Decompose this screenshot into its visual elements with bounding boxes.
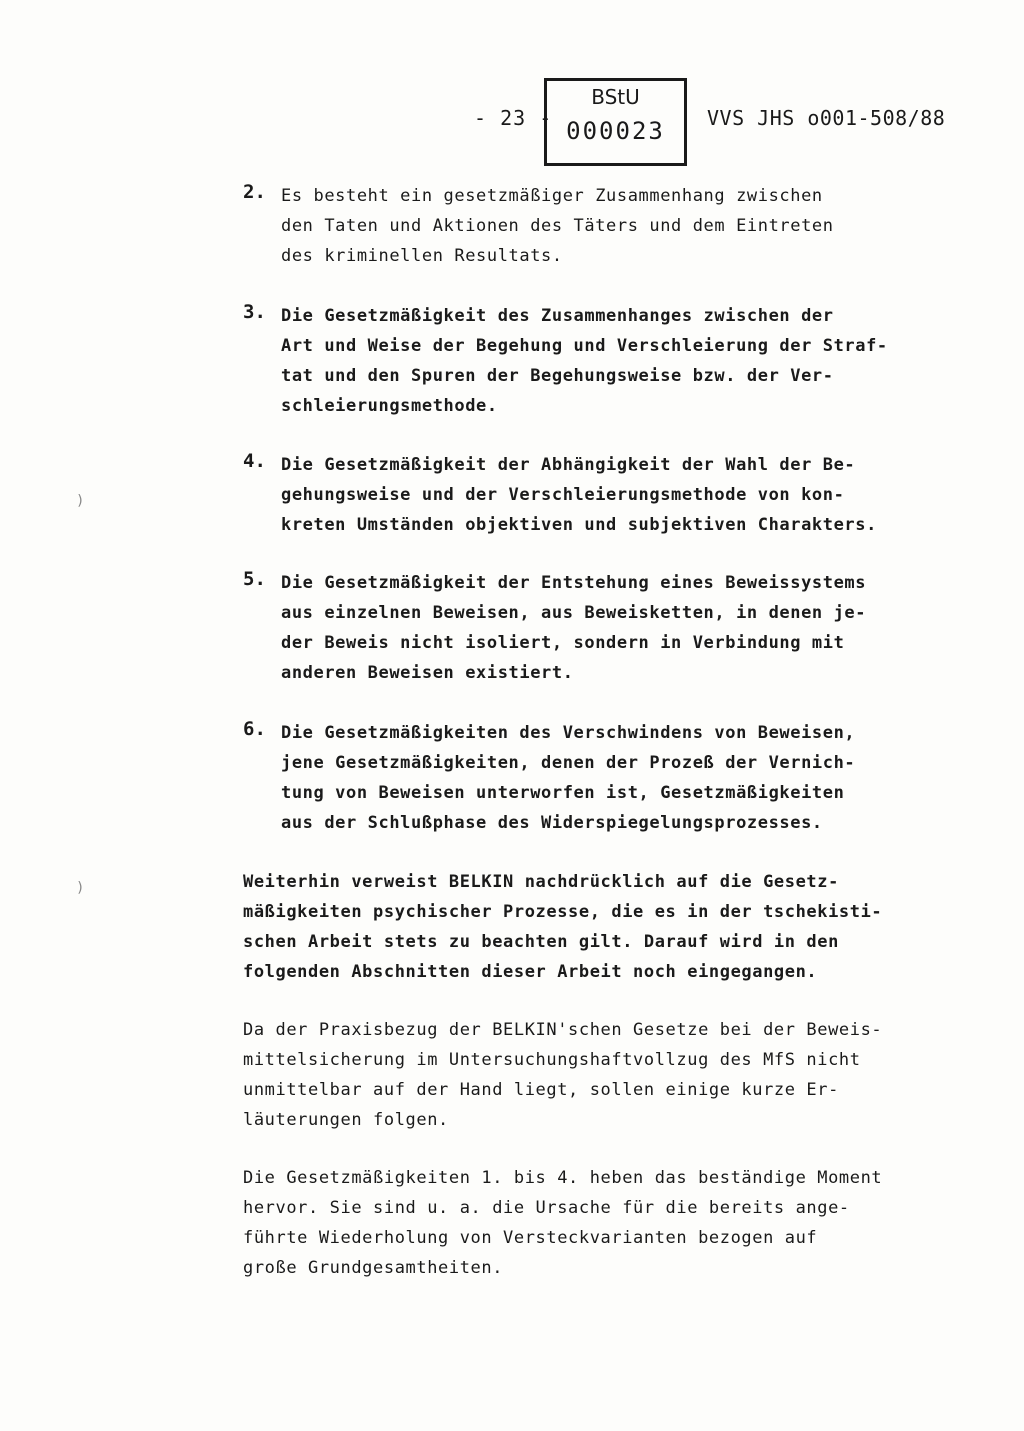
list-item-text [281, 450, 981, 540]
text-line: gehungsweise und der Verschleierungsmethode von kon- [281, 485, 845, 505]
list-item-text [281, 181, 981, 271]
text-line: den Taten und Aktionen des Täters und dem Eintreten [281, 216, 834, 236]
list-item-text [281, 568, 981, 688]
text-line: der Beweis nicht isoliert, sondern in Verbindung mit [281, 633, 845, 653]
list-item-text [281, 301, 981, 421]
stamp-org: BStU [591, 85, 640, 109]
text-line: aus einzelnen Beweisen, aus Beweisketten, in denen je- [281, 603, 867, 623]
body-paragraph-1 [243, 867, 978, 987]
text-line: Die Gesetzmäßigkeiten des Verschwindens von Beweisen, [281, 723, 856, 743]
text-line: große Grundgesamtheiten. [243, 1258, 504, 1278]
text-line: schen Arbeit stets zu beachten gilt. Darauf wird in den [243, 932, 839, 952]
text-line: jene Gesetzmäßigkeiten, denen der Prozeß der Vernich- [281, 753, 856, 773]
text-line: aus der Schlußphase des Widerspiegelungsprozesses. [281, 813, 823, 833]
body-paragraph-3 [243, 1163, 978, 1283]
text-line: mäßigkeiten psychischer Prozesse, die es in der tschekisti- [243, 902, 883, 922]
text-line: anderen Beweisen existiert. [281, 663, 574, 683]
text-line: tung von Beweisen unterworfen ist, Gesetzmäßigkeiten [281, 783, 845, 803]
list-item-number: 3. [243, 301, 266, 323]
text-line: läuterungen folgen. [243, 1110, 449, 1130]
text-line: führte Wiederholung von Versteckvarianten bezogen auf [243, 1228, 818, 1248]
document-reference: VVS JHS o001-508/88 [707, 106, 946, 130]
text-line: hervor. Sie sind u. a. die Ursache für die bereits ange- [243, 1198, 850, 1218]
text-line: Weiterhin verweist BELKIN nachdrücklich auf die Gesetz- [243, 872, 839, 892]
text-line: tat und den Spuren der Begehungsweise bzw. der Ver- [281, 366, 834, 386]
text-line: Da der Praxisbezug der BELKIN'schen Gesetze bei der Beweis- [243, 1020, 883, 1040]
page-number: - 23 - [474, 106, 553, 130]
list-item-text [281, 718, 981, 838]
text-line: Die Gesetzmäßigkeit der Entstehung eines Beweissystems [281, 573, 867, 593]
list-item-number: 2. [243, 181, 266, 203]
stamp-number: 000023 [566, 117, 665, 145]
text-line: kreten Umständen objektiven und subjektiven Charakters. [281, 515, 877, 535]
text-line: Die Gesetzmäßigkeit der Abhängigkeit der Wahl der Be- [281, 455, 856, 475]
margin-mark: ) [76, 880, 85, 896]
text-line: des kriminellen Resultats. [281, 246, 563, 266]
text-line: unmittelbar auf der Hand liegt, sollen einige kurze Er- [243, 1080, 839, 1100]
text-line: folgenden Abschnitten dieser Arbeit noch eingegangen. [243, 962, 818, 982]
text-line: Die Gesetzmäßigkeiten 1. bis 4. heben das beständige Moment [243, 1168, 883, 1188]
list-item-number: 6. [243, 718, 266, 740]
text-line: Es besteht ein gesetzmäßiger Zusammenhang zwischen [281, 186, 823, 206]
body-paragraph-2 [243, 1015, 978, 1135]
list-item-number: 5. [243, 568, 266, 590]
archive-stamp [544, 78, 687, 166]
text-line: Art und Weise der Begehung und Verschleierung der Straf- [281, 336, 888, 356]
text-line: Die Gesetzmäßigkeit des Zusammenhanges zwischen der [281, 306, 834, 326]
list-item-number: 4. [243, 450, 266, 472]
text-line: mittelsicherung im Untersuchungshaftvollzug des MfS nicht [243, 1050, 861, 1070]
margin-mark: ) [76, 493, 85, 509]
text-line: schleierungsmethode. [281, 396, 498, 416]
